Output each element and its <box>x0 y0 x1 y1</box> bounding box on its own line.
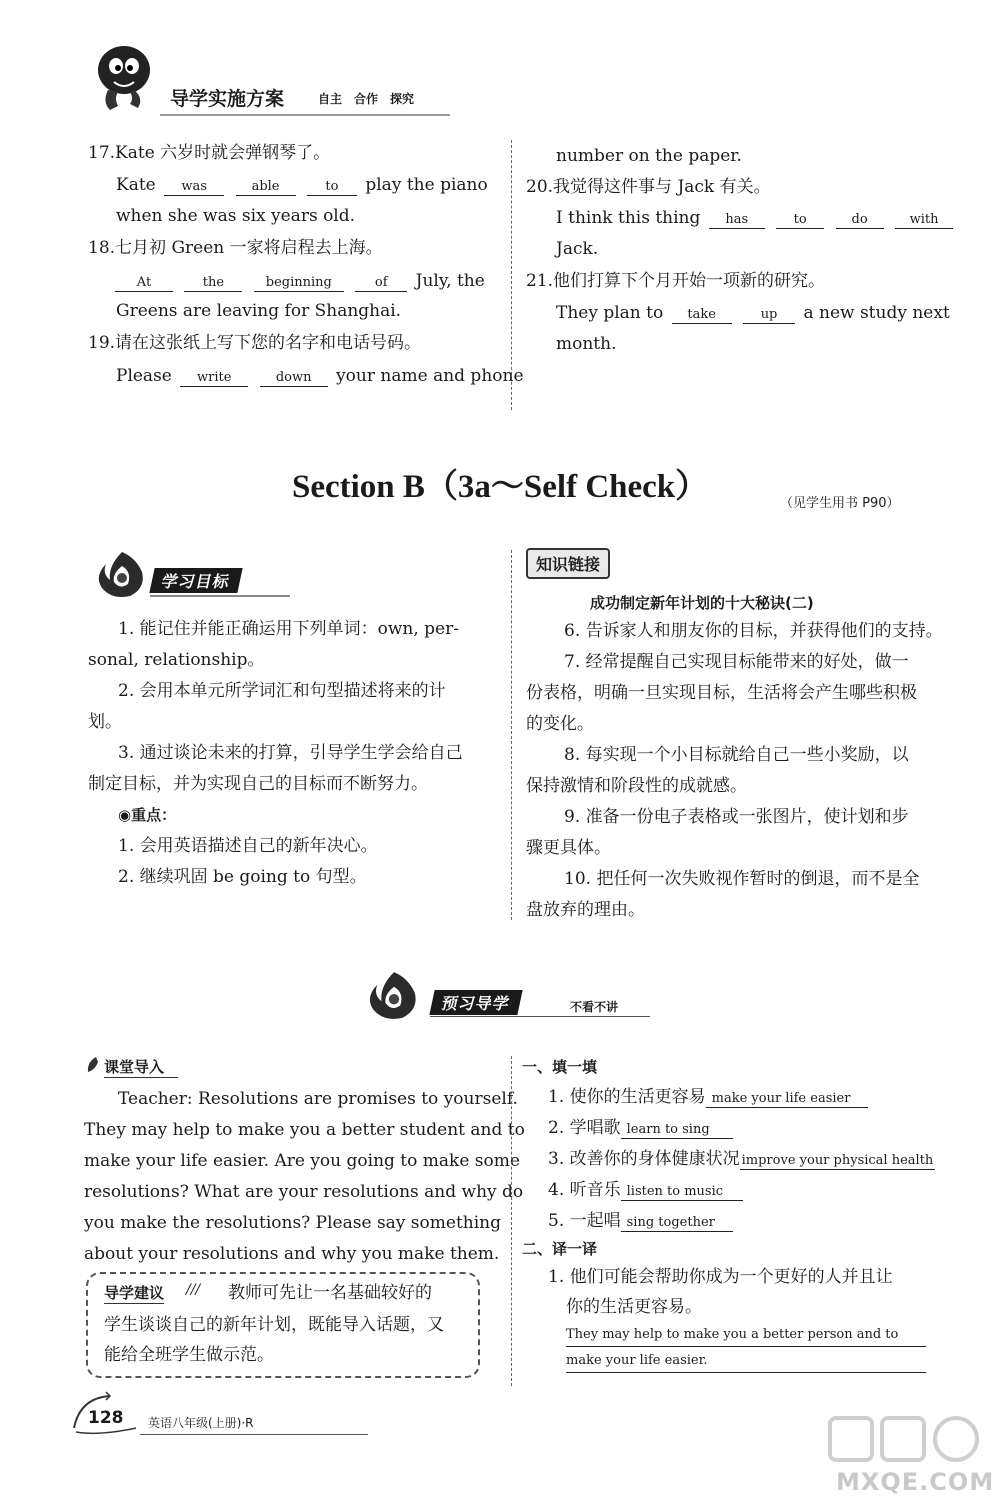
badge-rule <box>150 595 290 597</box>
answer-blank: to <box>776 212 824 229</box>
translate-question: 1. 他们可能会帮助你成为一个更好的人并且让 <box>548 1267 893 1287</box>
answer-blank: down <box>260 370 328 387</box>
answer-blank: has <box>709 212 765 229</box>
fill-item: 3. 改善你的身体健康状况 improve your physical health <box>548 1149 934 1169</box>
flame-icon <box>362 968 426 1022</box>
fill-item: 1. 使你的生活更容易 make your life easier <box>548 1082 935 1113</box>
leaf-icon <box>86 1056 100 1074</box>
goal-line: 1. 能记住并能正确运用下列单词：own, per- <box>118 619 459 639</box>
knowledge-list <box>526 616 943 926</box>
answer-blank: write <box>180 370 248 387</box>
fill-item: 4. 听音乐 listen to music <box>548 1175 935 1206</box>
page-number: 128 <box>88 1408 124 1428</box>
q20-continuation: Jack. <box>556 239 599 259</box>
key-point-line: 1. 会用英语描述自己的新年决心。 <box>118 836 378 856</box>
fill-heading: 一、填一填 <box>522 1058 598 1076</box>
key-points-label: ◉重点： <box>118 806 177 824</box>
goal-line: 制定目标，并为实现自己的目标而不断努力。 <box>88 774 428 794</box>
column-divider <box>511 550 512 920</box>
goal-line: sonal, relationship。 <box>88 650 265 670</box>
learning-goals-list <box>88 614 493 893</box>
hatch-marks: /// <box>186 1282 201 1298</box>
preview-badge: 预习导学 <box>429 990 522 1015</box>
intro-line: make your life easier. Are you going to make some <box>84 1151 520 1171</box>
translate-question: 你的生活更容易。 <box>566 1297 702 1317</box>
goal-line: 划。 <box>88 712 122 732</box>
answer-blank: At <box>115 275 173 292</box>
tip-line: 10. 把任何一次失败视作暂时的倒退，而不是全 <box>564 869 920 889</box>
section-title: Section B（3a～Self Check） <box>292 469 709 505</box>
answer-blank: to <box>307 179 357 196</box>
banner-rule <box>430 1016 650 1017</box>
header-title: 导学实施方案 <box>170 88 285 110</box>
q20-answer-line: I think this thing has to do with <box>556 203 956 234</box>
answer-blank: learn to sing <box>621 1121 733 1139</box>
q18-continuation: Greens are leaving for Shanghai. <box>116 301 402 321</box>
q21-cn: 21.他们打算下个月开始一项新的研究。 <box>526 271 826 291</box>
tip-line: 学生谈谈自己的新年计划，既能导入话题，又 <box>104 1315 444 1335</box>
tip-line: 盘放弃的理由。 <box>526 900 645 920</box>
fill-item: 2. 学唱歌 learn to sing <box>548 1113 935 1144</box>
learning-goals-badge: 学习目标 <box>149 568 242 593</box>
class-intro-label: 课堂导入 <box>104 1056 178 1078</box>
q19-continuation: number on the paper. <box>556 146 742 166</box>
tip-line: 9. 准备一份电子表格或一张图片，使计划和步 <box>564 807 909 827</box>
answer-blank: take <box>672 307 732 324</box>
translate-answer: make your life easier. <box>566 1350 926 1373</box>
fill-list <box>548 1082 935 1237</box>
answer-blank: listen to music <box>621 1183 743 1201</box>
fill-item: 5. 一起唱 sing together <box>548 1206 935 1237</box>
answer-blank: do <box>836 212 884 229</box>
footer-rule <box>140 1434 368 1435</box>
book-title: 英语八年级(上册)·R <box>148 1416 254 1430</box>
teaching-tip-label: 导学建议 <box>104 1284 165 1302</box>
watermark-text: MXQE.COM <box>836 1468 995 1496</box>
answer-blank: of <box>355 275 407 292</box>
goal-line: 2. 会用本单元所学词汇和句型描述将来的计 <box>118 681 446 701</box>
class-intro-text <box>84 1084 525 1270</box>
answer-blank: with <box>895 212 953 229</box>
tip-line: 8. 每实现一个小目标就给自己一些小奖励，以 <box>564 745 909 765</box>
answer-blank: was <box>164 179 224 196</box>
intro-line: you make the resolutions? Please say something <box>84 1213 501 1233</box>
key-point-line: 2. 继续巩固 be going to 句型。 <box>118 867 367 887</box>
answer-blank: improve your physical health <box>741 1153 934 1168</box>
flame-icon <box>92 548 152 600</box>
section-reference: （见学生用书 P90） <box>780 496 900 511</box>
tip-line: 7. 经常提醒自己实现目标能带来的好处，做一 <box>564 652 909 672</box>
q20-cn: 20.我觉得这件事与 Jack 有关。 <box>526 177 771 197</box>
mascot-icon <box>88 40 158 115</box>
translate-heading: 二、译一译 <box>522 1240 598 1258</box>
intro-line: They may help to make you a better student and to <box>84 1120 525 1140</box>
tip-line: 6. 告诉家人和朋友你的目标，并获得他们的支持。 <box>564 621 943 641</box>
tip-line: 骤更具体。 <box>526 838 611 858</box>
answer-blank: make your life easier <box>706 1090 868 1108</box>
answer-blank: able <box>236 179 296 196</box>
q18-answer-line: At the beginning of July, the <box>112 266 485 297</box>
tip-line: 保持激情和阶段性的成就感。 <box>526 776 747 796</box>
q17-continuation: when she was six years old. <box>116 206 356 226</box>
q19-answer-line: Please write down your name and phone <box>116 366 524 386</box>
q17-cn: 17.Kate 六岁时就会弹钢琴了。 <box>88 143 331 163</box>
header-tags: 自主 合作 探究 <box>318 92 415 106</box>
preview-note: 不看不讲 <box>570 1000 619 1014</box>
intro-line: resolutions? What are your resolutions and why do <box>84 1182 524 1202</box>
q21-answer-line: They plan to take up a new study next <box>556 303 950 323</box>
tip-line: 的变化。 <box>526 714 594 734</box>
answer-blank: up <box>743 307 795 324</box>
tip-line: 教师可先让一名基础较好的 <box>228 1283 432 1303</box>
q18-cn: 18.七月初 Green 一家将启程去上海。 <box>88 238 383 258</box>
knowledge-title: 成功制定新年计划的十大秘诀(二) <box>590 594 814 612</box>
intro-line: Teacher: Resolutions are promises to yourself. <box>118 1089 518 1109</box>
knowledge-link-badge: 知识链接 <box>526 548 610 579</box>
intro-line: about your resolutions and why you make them. <box>84 1244 500 1264</box>
tip-line: 份表格，明确一旦实现目标，生活将会产生哪些积极 <box>526 683 917 703</box>
q17-answer-line: Kate was able to play the piano <box>116 175 488 195</box>
translate-answer: They may help to make you a better person and to <box>566 1324 926 1347</box>
q19-cn: 19.请在这张纸上写下您的名字和电话号码。 <box>88 333 422 353</box>
q21-continuation: month. <box>556 334 617 354</box>
answer-blank: beginning <box>254 275 344 292</box>
answer-blank: the <box>184 275 242 292</box>
header-rule <box>160 114 450 116</box>
column-divider <box>511 1056 512 1386</box>
answer-blank: sing together <box>621 1214 733 1232</box>
tip-line: 能给全班学生做示范。 <box>104 1345 274 1365</box>
goal-line: 3. 通过谈论未来的打算，引导学生学会给自己 <box>118 743 463 763</box>
